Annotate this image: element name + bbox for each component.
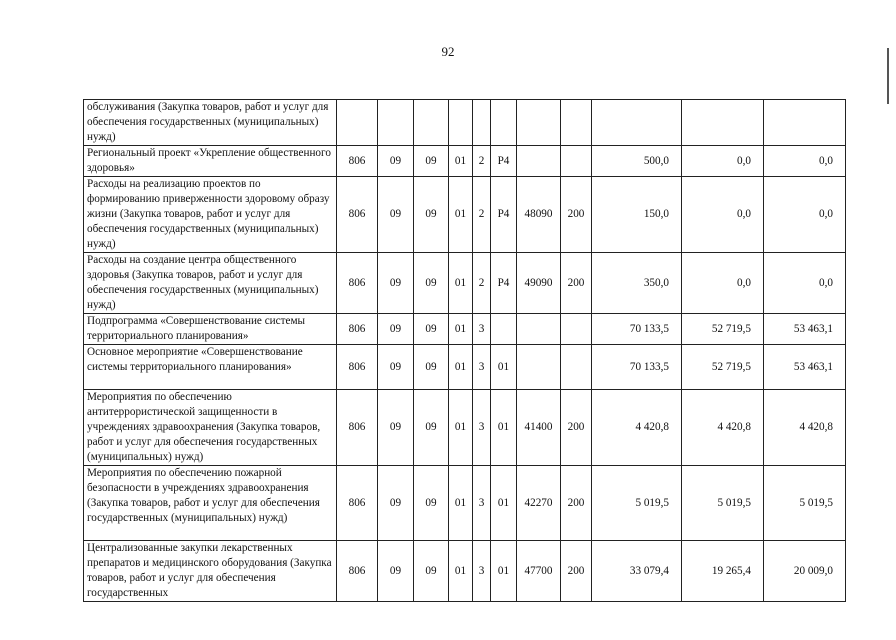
amount-year-3: 5 019,5 [764, 466, 846, 541]
ministry-code: 806 [337, 314, 378, 345]
amount-year-2: 52 719,5 [682, 345, 764, 390]
row-name: обслуживания (Закупка товаров, работ и услуг для обеспечения государственных (муниципальных) нужд) [84, 100, 337, 146]
row-name: Мероприятия по обеспечению антитеррористической защищенности в учреждениях здравоохранения (Закупка товаров, работ и услуг для обеспечения государственных (муниципальных) нужд) [84, 390, 337, 466]
section-code: 09 [378, 146, 414, 177]
amount-year-1 [592, 100, 682, 146]
program-code: 01 [449, 345, 473, 390]
amount-year-1: 150,0 [592, 177, 682, 253]
project-code [491, 314, 517, 345]
amount-year-3: 0,0 [764, 253, 846, 314]
table-row [84, 466, 846, 541]
expense-type-code: 200 [561, 390, 592, 466]
subsection-code: 09 [414, 390, 449, 466]
subprogram-code: 3 [473, 345, 491, 390]
section-code: 09 [378, 541, 414, 602]
table-row [84, 390, 846, 466]
amount-year-3: 0,0 [764, 146, 846, 177]
expense-type-code [561, 314, 592, 345]
amount-year-2: 19 265,4 [682, 541, 764, 602]
ministry-code: 806 [337, 146, 378, 177]
subsection-code: 09 [414, 466, 449, 541]
expense-type-code [561, 146, 592, 177]
table-row [84, 177, 846, 253]
subsection-code: 09 [414, 146, 449, 177]
table-row [84, 345, 846, 390]
subsection-code: 09 [414, 314, 449, 345]
ministry-code: 806 [337, 390, 378, 466]
amount-year-1: 33 079,4 [592, 541, 682, 602]
section-code: 09 [378, 177, 414, 253]
row-name: Региональный проект «Укрепление общественного здоровья» [84, 146, 337, 177]
project-code [491, 100, 517, 146]
amount-year-2: 52 719,5 [682, 314, 764, 345]
expense-type-code: 200 [561, 177, 592, 253]
program-code: 01 [449, 146, 473, 177]
page-number: 92 [441, 44, 455, 59]
project-code: 01 [491, 345, 517, 390]
expense-type-code: 200 [561, 466, 592, 541]
amount-year-2: 0,0 [682, 253, 764, 314]
program-code: 01 [449, 314, 473, 345]
section-code: 09 [378, 390, 414, 466]
amount-year-2: 4 420,8 [682, 390, 764, 466]
ministry-code: 806 [337, 541, 378, 602]
subsection-code: 09 [414, 253, 449, 314]
program-code: 01 [449, 541, 473, 602]
table-row [84, 100, 846, 146]
program-code: 01 [449, 177, 473, 253]
amount-year-2 [682, 100, 764, 146]
amount-year-1: 350,0 [592, 253, 682, 314]
direction-code [517, 100, 561, 146]
program-code: 01 [449, 466, 473, 541]
section-code [378, 100, 414, 146]
amount-year-1: 5 019,5 [592, 466, 682, 541]
direction-code [517, 314, 561, 345]
table-row [84, 146, 846, 177]
program-code: 01 [449, 253, 473, 314]
amount-year-3: 53 463,1 [764, 345, 846, 390]
project-code: P4 [491, 146, 517, 177]
ministry-code: 806 [337, 253, 378, 314]
subsection-code: 09 [414, 541, 449, 602]
direction-code: 41400 [517, 390, 561, 466]
subprogram-code [473, 100, 491, 146]
section-code: 09 [378, 253, 414, 314]
amount-year-1: 70 133,5 [592, 314, 682, 345]
budget-table [83, 99, 846, 602]
direction-code: 47700 [517, 541, 561, 602]
amount-year-2: 0,0 [682, 146, 764, 177]
subprogram-code: 3 [473, 390, 491, 466]
amount-year-3: 20 009,0 [764, 541, 846, 602]
table-row [84, 253, 846, 314]
table-row [84, 541, 846, 602]
subprogram-code: 2 [473, 177, 491, 253]
section-code: 09 [378, 345, 414, 390]
direction-code: 49090 [517, 253, 561, 314]
ministry-code [337, 100, 378, 146]
table-row [84, 314, 846, 345]
direction-code [517, 345, 561, 390]
ministry-code: 806 [337, 177, 378, 253]
ministry-code: 806 [337, 345, 378, 390]
amount-year-1: 70 133,5 [592, 345, 682, 390]
section-code: 09 [378, 314, 414, 345]
direction-code [517, 146, 561, 177]
project-code: 01 [491, 466, 517, 541]
project-code: 01 [491, 390, 517, 466]
subprogram-code: 3 [473, 541, 491, 602]
amount-year-2: 0,0 [682, 177, 764, 253]
row-name: Подпрограмма «Совершенствование системы территориального планирования» [84, 314, 337, 345]
subsection-code: 09 [414, 345, 449, 390]
expense-type-code [561, 345, 592, 390]
amount-year-3 [764, 100, 846, 146]
project-code: P4 [491, 253, 517, 314]
expense-type-code: 200 [561, 253, 592, 314]
amount-year-1: 4 420,8 [592, 390, 682, 466]
amount-year-3: 4 420,8 [764, 390, 846, 466]
amount-year-2: 5 019,5 [682, 466, 764, 541]
row-name: Централизованные закупки лекарственных препаратов и медицинского оборудования (Закупка товаров, работ и услуг для обеспечения государственных [84, 541, 337, 602]
subprogram-code: 3 [473, 466, 491, 541]
row-name: Расходы на реализацию проектов по формированию приверженности здоровому образу жизни (Закупка товаров, работ и услуг для обеспечения государственных (муниципальных) нужд) [84, 177, 337, 253]
row-name: Мероприятия по обеспечению пожарной безопасности в учреждениях здравоохранения (Закупка товаров, работ и услуг для обеспечения государственных (муниципальных) нужд) [84, 466, 337, 541]
subprogram-code: 2 [473, 146, 491, 177]
amount-year-3: 0,0 [764, 177, 846, 253]
subprogram-code: 3 [473, 314, 491, 345]
section-code: 09 [378, 466, 414, 541]
expense-type-code: 200 [561, 541, 592, 602]
program-code [449, 100, 473, 146]
direction-code: 42270 [517, 466, 561, 541]
amount-year-3: 53 463,1 [764, 314, 846, 345]
direction-code: 48090 [517, 177, 561, 253]
row-name: Основное мероприятие «Совершенствование системы территориального планирования» [84, 345, 337, 390]
subsection-code [414, 100, 449, 146]
subsection-code: 09 [414, 177, 449, 253]
subprogram-code: 2 [473, 253, 491, 314]
amount-year-1: 500,0 [592, 146, 682, 177]
budget-table-body [84, 100, 846, 602]
project-code: 01 [491, 541, 517, 602]
expense-type-code [561, 100, 592, 146]
program-code: 01 [449, 390, 473, 466]
ministry-code: 806 [337, 466, 378, 541]
row-name: Расходы на создание центра общественного здоровья (Закупка товаров, работ и услуг для обеспечения государственных (муниципальных) нужд) [84, 253, 337, 314]
scan-edge-mark [887, 48, 889, 104]
project-code: P4 [491, 177, 517, 253]
